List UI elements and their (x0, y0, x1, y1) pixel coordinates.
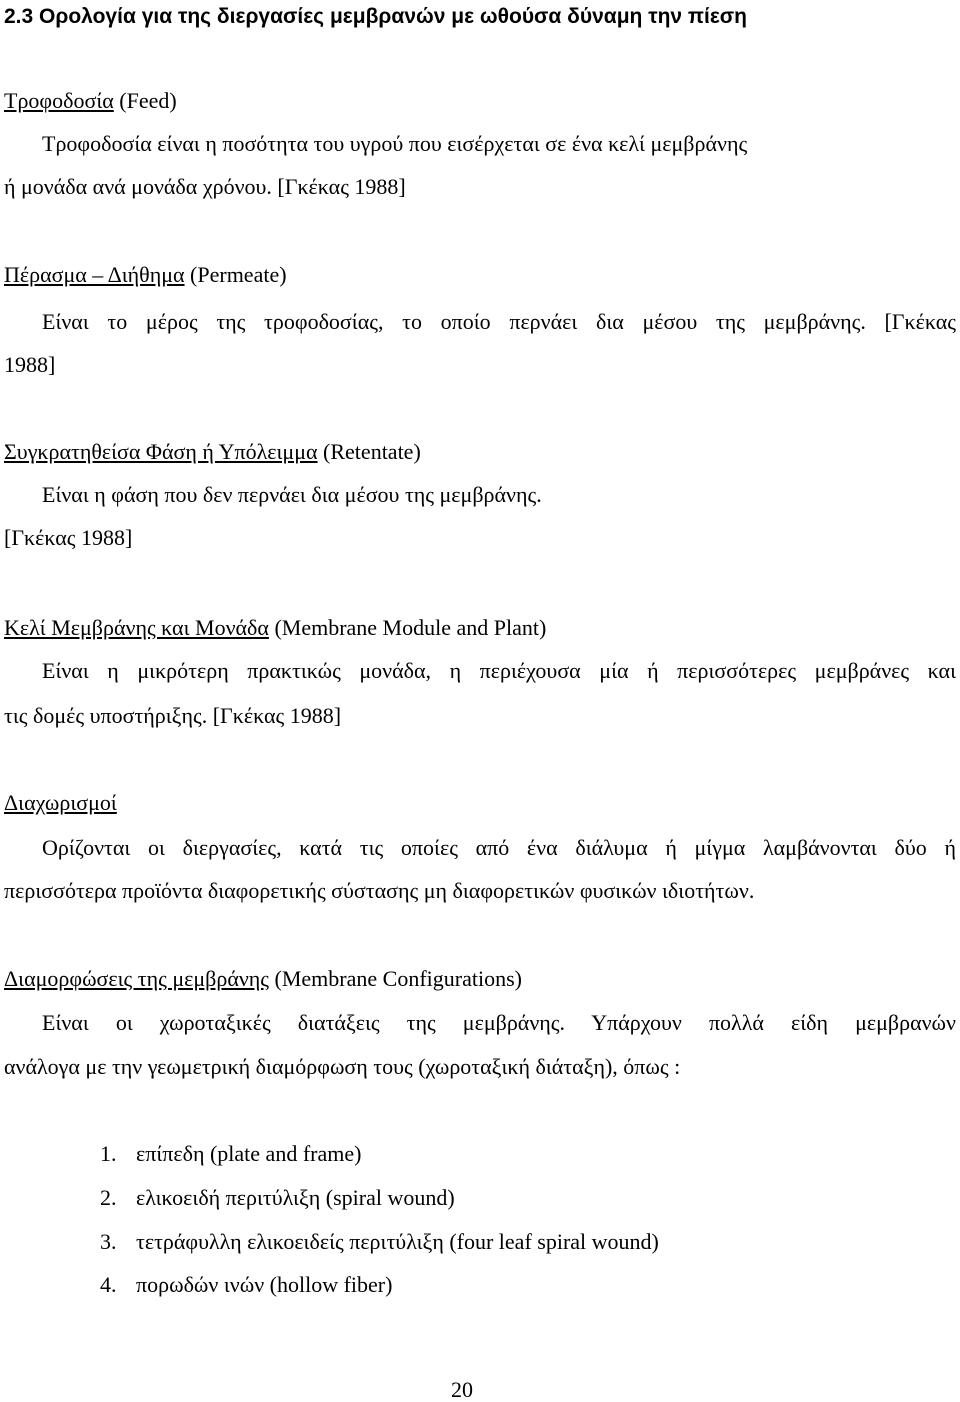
paragraph-line: 1988] (4, 352, 56, 377)
paragraph-line: Είναι οι χωροταξικές διατάξεις της μεμβράνης. Υπάρχουν πολλά είδη μεμβρανών (42, 1010, 956, 1035)
page-title: 2.3 Ορολογία για της διεργασίες μεμβρανών με ωθούσα δύναμη την πίεση (4, 5, 747, 28)
heading-english: (Feed) (113, 88, 177, 113)
paragraph-line: Είναι το μέρος της τροφοδοσίας, το οποίο περνάει δια μέσου της μεμβράνης. [Γκέκας (42, 309, 956, 334)
list-item-text: πορωδών ινών (hollow fiber) (136, 1272, 393, 1297)
section-heading-permeate (4, 264, 287, 286)
section-heading-separations (4, 792, 117, 814)
heading-english: (Permeate) (184, 262, 287, 287)
heading-english: (Membrane Module and Plant) (268, 615, 547, 640)
page-number: 20 (451, 1377, 473, 1402)
section-heading-membrane-configurations (4, 968, 522, 990)
heading-term: Τροφοδοσία (4, 88, 114, 113)
paragraph-line: ή μονάδα ανά μονάδα χρόνου. [Γκέκας 1988] (4, 174, 406, 199)
paragraph-line: Είναι η φάση που δεν περνάει δια μέσου της μεμβράνης. (42, 482, 542, 507)
heading-term: Διαχωρισμοί (4, 790, 117, 815)
section-heading-membrane-module (4, 617, 546, 639)
paragraph-line: Τροφοδοσία είναι η ποσότητα του υγρού που εισέρχεται σε ένα κελί μεμβράνης (42, 131, 748, 156)
list-item-number: 2. (100, 1185, 117, 1210)
heading-term: Πέρασμα – Διήθημα (4, 262, 185, 287)
heading-term: Συγκρατηθείσα Φάση ή Υπόλειμμα (4, 439, 318, 464)
section-heading-retentate (4, 441, 421, 463)
heading-term: Κελί Μεμβράνης και Μονάδα (4, 615, 269, 640)
list-item-text: ελικοειδή περιτύλιξη (spiral wound) (136, 1185, 455, 1210)
list-item-number: 4. (100, 1272, 117, 1297)
paragraph-line: [Γκέκας 1988] (4, 525, 133, 550)
list-item-number: 1. (100, 1141, 117, 1166)
heading-english: (Retentate) (317, 439, 421, 464)
section-heading-feed (4, 90, 177, 112)
paragraph-line: περισσότερα προϊόντα διαφορετικής σύστασης μη διαφορετικών φυσικών ιδιοτήτων. (4, 878, 755, 903)
heading-english: (Membrane Configurations) (269, 966, 522, 991)
list-item-text: επίπεδη (plate and frame) (136, 1141, 362, 1166)
paragraph-line: τις δομές υποστήριξης. [Γκέκας 1988] (4, 703, 342, 728)
paragraph-line: ανάλογα με την γεωμετρική διαμόρφωση τους (χωροταξική διάταξη), όπως : (4, 1054, 681, 1079)
heading-term: Διαμορφώσεις της μεμβράνης (4, 966, 270, 991)
paragraph-line: Ορίζονται οι διεργασίες, κατά τις οποίες από ένα διάλυμα ή μίγμα λαμβάνονται δύο ή (42, 835, 956, 860)
paragraph-line: Είναι η μικρότερη πρακτικώς μονάδα, η περιέχουσα μία ή περισσότερες μεμβράνες και (42, 658, 956, 683)
list-item-number: 3. (100, 1229, 117, 1254)
list-item-text: τετράφυλλη ελικοειδείς περιτύλιξη (four leaf spiral wound) (136, 1229, 659, 1254)
